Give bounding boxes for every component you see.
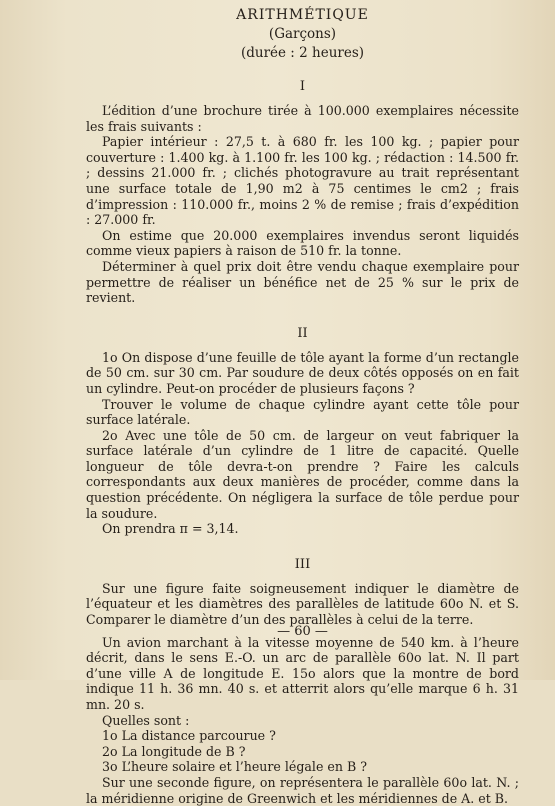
section-3-question: 1o La distance parcourue ? [102,728,276,744]
section-3-question-intro: Quelles sont : [102,712,190,728]
section-numeral-1: I [299,79,306,94]
section-3-question: 2o La longitude de B ? [102,743,246,759]
section-numeral-2: II [297,325,308,341]
section-numeral-3: III [294,556,311,572]
section-2-paragraph: 2o Avec une tôle de 50 cm. de largeur on veut fabriquer la surface latérale d’un cylindre de 1 litre de capacité. Quelle longueur de tôle devra-t-on prendre ? Faire les calculs correspondants aux deux manières de procéder, comme dans la question précédente. On négligera la surface de tôle perdue pour la soudure. [86,427,519,521]
section-1-paragraph: Déterminer à quel prix doit être vendu chaque exemplaire pour permettre de réaliser un bénéfice net de 25 % sur le prix de revient. [86,258,519,306]
section-3-paragraph: Un avion marchant à la vitesse moyenne de 540 km. à l’heure décrit, dans le sens E.-O. un arc de parallèle 60o lat. N. Il part d’une ville A de longitude E. 15o alors que la montre de bord indique 11 h. 36 mn. 40 s. et atterrit alors qu’elle marque 6 h. 31 mn. 20 s. [86,634,519,712]
exam-header [86,6,519,63]
section-3-paragraph: Sur une figure faite soigneusement indiquer le diamètre de l’équateur et les diamètres des parallèles de latitude 60o N. et S. Comparer le diamètre d’un des parallèles à celui de la terre. [86,580,519,628]
page-number: — 60 — [277,624,328,639]
section-2-paragraph: Trouver le volume de chaque cylindre ayant cette tôle pour surface latérale. [86,396,519,428]
section-1-paragraph: L’édition d’une brochure tirée à 100.000 exemplaires nécessite les frais suivants : [86,103,519,134]
section-2-paragraph: 1o On dispose d’une feuille de tôle ayant la forme d’un rectangle de 50 cm. sur 30 cm. Par soudure de deux côtés opposés on en fait un cylindre. Peut-on procéder de plusieurs façons ? [86,349,519,396]
section-2-paragraph: On prendra π = 3,14. [102,521,239,537]
section-1-paragraph: Papier intérieur : 27,5 t. à 680 fr. les 100 kg. ; papier pour couverture : 1.400 kg. à 1.100 fr. les 100 kg. ; rédaction : 14.500 fr. ; dessins 21.000 fr. ; clichés photogravure au trait représentant une surface totale de 1,90 m2 à 75 centimes le cm2 ; frais d’impression : 110.000 fr., moins 2 % de remise ; frais d’expédition : 27.000 fr. [86,134,519,228]
section-1-paragraph: On estime que 20.000 exemplaires invendus seront liquidés comme vieux papiers à raison de 510 fr. la tonne. [86,227,519,259]
exam-title: ARITHMÉTIQUE [236,7,369,23]
section-3-question: 3o L’heure solaire et l’heure légale en B ? [102,759,367,775]
exam-duration: (durée : 2 heures) [240,45,365,61]
section-3-paragraph: Sur une seconde figure, on représentera le parallèle 60o lat. N. ; la méridienne origine de Greenwich et les méridiennes de A. et B. [86,774,519,806]
exam-subtitle: (Garçons) [268,26,337,42]
